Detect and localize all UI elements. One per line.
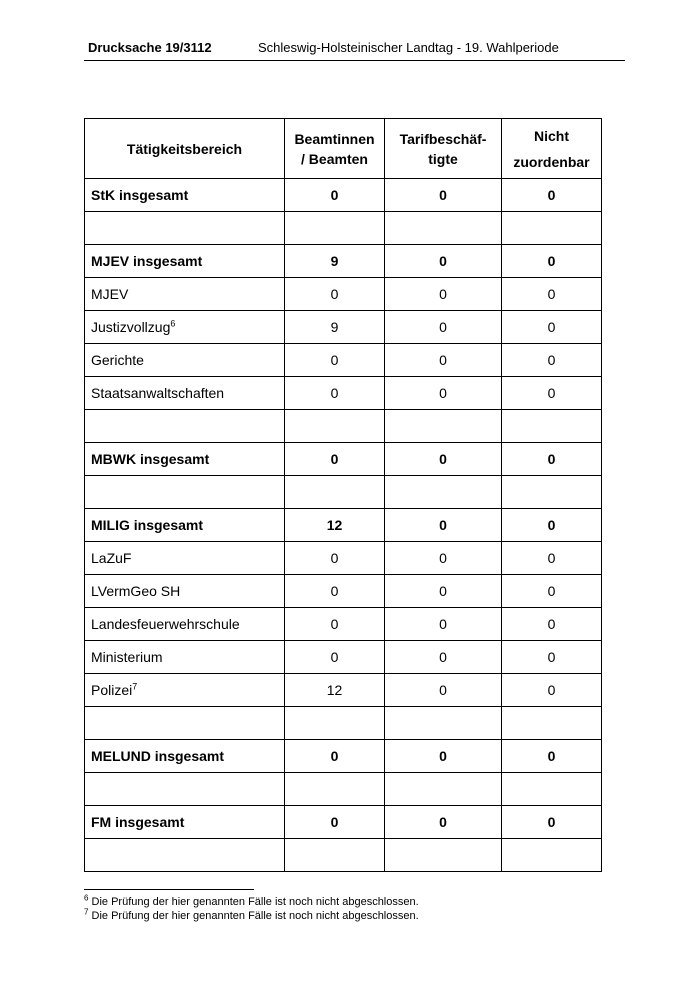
cell-officials: 9 bbox=[285, 311, 385, 344]
cell-employees: 0 bbox=[385, 443, 502, 476]
cell-officials: 12 bbox=[285, 674, 385, 707]
column-header-unassigned: Nicht zuordenbar bbox=[502, 119, 602, 179]
page-header bbox=[84, 40, 625, 61]
table-row bbox=[85, 674, 602, 707]
cell-employees: 0 bbox=[385, 377, 502, 410]
column-header-employees: Tarifbeschäf- tigte bbox=[385, 119, 502, 179]
table-row bbox=[85, 641, 602, 674]
table-row bbox=[85, 542, 602, 575]
cell-officials bbox=[285, 707, 385, 740]
table-row bbox=[85, 443, 602, 476]
cell-employees bbox=[385, 212, 502, 245]
cell-unassigned: 0 bbox=[502, 179, 602, 212]
row-label bbox=[85, 212, 285, 245]
cell-unassigned: 0 bbox=[502, 740, 602, 773]
row-label: MELUND insgesamt bbox=[85, 740, 285, 773]
row-label bbox=[85, 707, 285, 740]
cell-unassigned: 0 bbox=[502, 641, 602, 674]
footnote-divider bbox=[84, 889, 254, 890]
footnote-text: Die Prüfung der hier genannten Fälle ist noch nicht abgeschlossen. bbox=[91, 910, 419, 922]
cell-officials: 0 bbox=[285, 443, 385, 476]
table-row bbox=[85, 608, 602, 641]
cell-unassigned: 0 bbox=[502, 311, 602, 344]
footnote-text: Die Prüfung der hier genannten Fälle ist noch nicht abgeschlossen. bbox=[91, 896, 419, 908]
row-label bbox=[85, 773, 285, 806]
footnote-7 bbox=[84, 909, 419, 923]
row-label: StK insgesamt bbox=[85, 179, 285, 212]
cell-officials: 0 bbox=[285, 641, 385, 674]
cell-employees: 0 bbox=[385, 542, 502, 575]
footnote-6 bbox=[84, 895, 419, 909]
row-label bbox=[85, 410, 285, 443]
cell-employees: 0 bbox=[385, 344, 502, 377]
cell-officials: 0 bbox=[285, 740, 385, 773]
cell-employees bbox=[385, 839, 502, 872]
cell-unassigned: 0 bbox=[502, 278, 602, 311]
table-row-empty bbox=[85, 476, 602, 509]
cell-employees: 0 bbox=[385, 278, 502, 311]
staff-table bbox=[84, 118, 602, 872]
cell-unassigned: 0 bbox=[502, 245, 602, 278]
cell-officials: 0 bbox=[285, 542, 385, 575]
footnote-ref: 6 bbox=[170, 318, 176, 329]
cell-employees: 0 bbox=[385, 674, 502, 707]
table-row-empty bbox=[85, 410, 602, 443]
footnotes bbox=[84, 895, 419, 923]
cell-employees bbox=[385, 773, 502, 806]
row-label: Staatsanwaltschaften bbox=[85, 377, 285, 410]
cell-employees: 0 bbox=[385, 806, 502, 839]
cell-officials: 0 bbox=[285, 575, 385, 608]
cell-unassigned: 0 bbox=[502, 575, 602, 608]
cell-unassigned bbox=[502, 773, 602, 806]
cell-employees: 0 bbox=[385, 641, 502, 674]
cell-officials: 12 bbox=[285, 509, 385, 542]
cell-employees: 0 bbox=[385, 311, 502, 344]
cell-unassigned bbox=[502, 212, 602, 245]
table-row bbox=[85, 740, 602, 773]
document-number: Drucksache 19/3112 bbox=[88, 40, 212, 55]
row-label bbox=[85, 476, 285, 509]
cell-employees bbox=[385, 476, 502, 509]
cell-officials bbox=[285, 410, 385, 443]
cell-unassigned: 0 bbox=[502, 608, 602, 641]
cell-officials bbox=[285, 773, 385, 806]
cell-unassigned: 0 bbox=[502, 509, 602, 542]
table-row bbox=[85, 377, 602, 410]
column-header-officials: Beamtinnen / Beamten bbox=[285, 119, 385, 179]
footnote-mark: 7 bbox=[84, 907, 89, 917]
table-row bbox=[85, 806, 602, 839]
table-header-row bbox=[85, 119, 602, 179]
table-row-empty bbox=[85, 773, 602, 806]
cell-unassigned bbox=[502, 839, 602, 872]
table-row bbox=[85, 278, 602, 311]
row-label: MJEV insgesamt bbox=[85, 245, 285, 278]
cell-officials: 0 bbox=[285, 278, 385, 311]
cell-officials: 0 bbox=[285, 179, 385, 212]
cell-unassigned bbox=[502, 476, 602, 509]
cell-unassigned: 0 bbox=[502, 674, 602, 707]
row-label: LaZuF bbox=[85, 542, 285, 575]
cell-officials: 0 bbox=[285, 608, 385, 641]
footnote-mark: 6 bbox=[84, 893, 89, 903]
table-row-empty bbox=[85, 212, 602, 245]
column-header-area: Tätigkeitsbereich bbox=[85, 119, 285, 179]
row-label: Ministerium bbox=[85, 641, 285, 674]
row-label: Landesfeuerwehrschule bbox=[85, 608, 285, 641]
cell-officials bbox=[285, 212, 385, 245]
table-row bbox=[85, 311, 602, 344]
cell-unassigned: 0 bbox=[502, 806, 602, 839]
parliament-period: Schleswig-Holsteinischer Landtag - 19. Wahlperiode bbox=[258, 40, 559, 55]
row-label bbox=[85, 839, 285, 872]
cell-officials: 0 bbox=[285, 377, 385, 410]
cell-employees: 0 bbox=[385, 575, 502, 608]
row-label: Justizvollzug$^6$ bbox=[85, 311, 285, 344]
table-row bbox=[85, 245, 602, 278]
cell-unassigned bbox=[502, 707, 602, 740]
cell-officials bbox=[285, 839, 385, 872]
cell-officials: 9 bbox=[285, 245, 385, 278]
cell-unassigned bbox=[502, 410, 602, 443]
row-label: MBWK insgesamt bbox=[85, 443, 285, 476]
cell-employees: 0 bbox=[385, 245, 502, 278]
cell-employees: 0 bbox=[385, 509, 502, 542]
cell-officials bbox=[285, 476, 385, 509]
footnote-ref: 7 bbox=[132, 681, 138, 692]
row-label: LVermGeo SH bbox=[85, 575, 285, 608]
cell-employees: 0 bbox=[385, 608, 502, 641]
row-label: MILIG insgesamt bbox=[85, 509, 285, 542]
cell-officials: 0 bbox=[285, 806, 385, 839]
cell-unassigned: 0 bbox=[502, 344, 602, 377]
cell-employees bbox=[385, 707, 502, 740]
row-label: MJEV bbox=[85, 278, 285, 311]
cell-employees bbox=[385, 410, 502, 443]
table-row bbox=[85, 575, 602, 608]
table-row bbox=[85, 179, 602, 212]
table-row bbox=[85, 509, 602, 542]
cell-unassigned: 0 bbox=[502, 443, 602, 476]
table-row bbox=[85, 344, 602, 377]
row-label: FM insgesamt bbox=[85, 806, 285, 839]
cell-employees: 0 bbox=[385, 740, 502, 773]
cell-employees: 0 bbox=[385, 179, 502, 212]
table-row-empty bbox=[85, 707, 602, 740]
row-label: Gerichte bbox=[85, 344, 285, 377]
cell-officials: 0 bbox=[285, 344, 385, 377]
table-row-empty bbox=[85, 839, 602, 872]
row-label: Polizei$^7$ bbox=[85, 674, 285, 707]
cell-unassigned: 0 bbox=[502, 377, 602, 410]
cell-unassigned: 0 bbox=[502, 542, 602, 575]
